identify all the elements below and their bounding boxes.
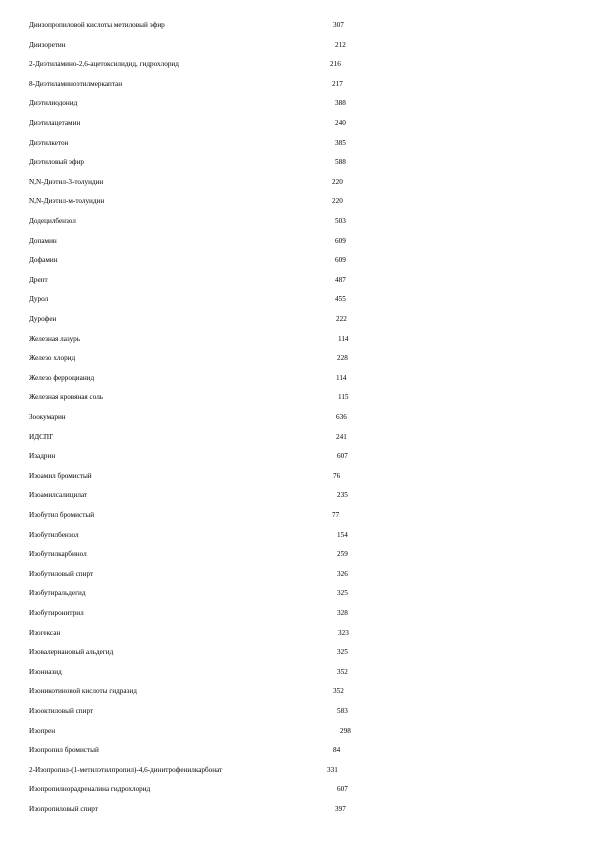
entry-name: Диэтиловый эфир xyxy=(29,158,85,166)
entry-page-number: 583 xyxy=(337,707,348,715)
entry-page-number: 220 xyxy=(332,178,343,186)
entry-name: Дрепт xyxy=(29,276,48,284)
index-entry xyxy=(0,332,595,346)
index-entry xyxy=(0,547,595,561)
entry-name: Изадрин xyxy=(29,452,56,460)
entry-page-number: 388 xyxy=(335,99,346,107)
entry-name: Диизоретин xyxy=(29,41,66,49)
entry-page-number: 84 xyxy=(333,746,341,754)
entry-page-number: 326 xyxy=(337,570,348,578)
entry-page-number: 240 xyxy=(335,119,346,127)
entry-name: Изобутил бромистый xyxy=(29,511,95,519)
entry-page-number: 307 xyxy=(333,21,344,29)
entry-page-number: 115 xyxy=(338,393,349,401)
entry-page-number: 114 xyxy=(336,374,347,382)
entry-page-number: 331 xyxy=(327,766,338,774)
index-entry xyxy=(0,18,595,32)
entry-name: Зоокумарин xyxy=(29,413,66,421)
entry-name: 8-Диэтиламиноэтилмеркаптан xyxy=(29,80,123,88)
entry-page-number: 455 xyxy=(335,295,346,303)
index-entry xyxy=(0,488,595,502)
entry-name: 2-Диэтиламино-2,6-ацетоксилидид, гидрохлорид xyxy=(29,60,179,68)
entry-name: Дурол xyxy=(29,295,49,303)
index-entry xyxy=(0,312,595,326)
entry-name: Диизопропиловой кислоты метиловый эфир xyxy=(29,21,165,29)
entry-page-number: 487 xyxy=(335,276,346,284)
index-entry xyxy=(0,57,595,71)
index-entry xyxy=(0,390,595,404)
index-entry xyxy=(0,175,595,189)
index-entry xyxy=(0,782,595,796)
entry-name: Изогексан xyxy=(29,629,61,637)
entry-page-number: 154 xyxy=(337,531,348,539)
entry-name: N,N-Диэтил-3-толуидин xyxy=(29,178,104,186)
index-entry xyxy=(0,38,595,52)
entry-name: N,N-Диэтил-м-толуидин xyxy=(29,197,105,205)
entry-page-number: 217 xyxy=(332,80,343,88)
entry-page-number: 397 xyxy=(335,805,346,813)
index-entry xyxy=(0,292,595,306)
entry-page-number: 352 xyxy=(337,668,348,676)
entry-page-number: 114 xyxy=(338,335,349,343)
index-entry xyxy=(0,684,595,698)
entry-page-number: 235 xyxy=(337,491,348,499)
index-entry xyxy=(0,77,595,91)
entry-name: Изопрен xyxy=(29,727,56,735)
index-entry xyxy=(0,704,595,718)
index-entry xyxy=(0,567,595,581)
entry-name: Диэтилиодонид xyxy=(29,99,78,107)
entry-name: Изобутилбензол xyxy=(29,531,79,539)
entry-name: Железная лазурь xyxy=(29,335,81,343)
entry-name: Изоникотиновой кислоты гидразид xyxy=(29,687,137,695)
index-entry xyxy=(0,586,595,600)
index-entry xyxy=(0,763,595,777)
index-entry xyxy=(0,449,595,463)
entry-name: Изобутиловый спирт xyxy=(29,570,94,578)
entry-page-number: 328 xyxy=(337,609,348,617)
entry-page-number: 323 xyxy=(338,629,349,637)
entry-page-number: 607 xyxy=(337,452,348,460)
entry-name: Изобутиральдегид xyxy=(29,589,86,597)
index-entry xyxy=(0,802,595,816)
entry-page-number: 325 xyxy=(337,589,348,597)
entry-page-number: 216 xyxy=(330,60,341,68)
index-entry xyxy=(0,155,595,169)
entry-name: Диэтилацетамин xyxy=(29,119,81,127)
entry-name: Изопропилнорадреналина гидрохлорид xyxy=(29,785,151,793)
entry-page-number: 588 xyxy=(335,158,346,166)
index-entry xyxy=(0,508,595,522)
entry-page-number: 609 xyxy=(335,256,346,264)
index-entry xyxy=(0,430,595,444)
entry-page-number: 220 xyxy=(332,197,343,205)
entry-name: Изопропиловый спирт xyxy=(29,805,98,813)
entry-name: Изовалериановый альдегид xyxy=(29,648,114,656)
index-entry xyxy=(0,273,595,287)
entry-name: Изобутиронитрил xyxy=(29,609,84,617)
entry-name: Железная кровяная соль xyxy=(29,393,104,401)
entry-page-number: 503 xyxy=(335,217,346,225)
index-entry xyxy=(0,469,595,483)
entry-name: Изооктиловый спирт xyxy=(29,707,94,715)
entry-name: Изоамилсалицилат xyxy=(29,491,88,499)
index-entry xyxy=(0,410,595,424)
index-entry xyxy=(0,116,595,130)
index-entry xyxy=(0,214,595,228)
entry-page-number: 76 xyxy=(333,472,341,480)
index-entry xyxy=(0,136,595,150)
entry-page-number: 325 xyxy=(337,648,348,656)
entry-page-number: 259 xyxy=(337,550,348,558)
entry-name: Додецилбензол xyxy=(29,217,76,225)
entry-page-number: 609 xyxy=(335,237,346,245)
entry-name: Изопропил бромистый xyxy=(29,746,99,754)
index-entry xyxy=(0,606,595,620)
entry-page-number: 352 xyxy=(333,687,344,695)
entry-page-number: 636 xyxy=(336,413,347,421)
index-entry xyxy=(0,724,595,738)
index-entry xyxy=(0,253,595,267)
index-entry xyxy=(0,528,595,542)
entry-page-number: 385 xyxy=(335,139,346,147)
entry-name: 2-Изопропил-(1-метилэтилпропил)-4,6-динитрофенилкарбонат xyxy=(29,766,223,774)
index-entry xyxy=(0,351,595,365)
entry-page-number: 212 xyxy=(335,41,346,49)
entry-name: Дофамин xyxy=(29,256,58,264)
index-entry xyxy=(0,96,595,110)
index-entry xyxy=(0,234,595,248)
index-entry xyxy=(0,626,595,640)
entry-name: Диэтилкетон xyxy=(29,139,69,147)
entry-name: Допамин xyxy=(29,237,57,245)
entry-name: Железо ферроцианид xyxy=(29,374,95,382)
entry-page-number: 241 xyxy=(336,433,347,441)
index-entry xyxy=(0,371,595,385)
entry-page-number: 222 xyxy=(336,315,347,323)
entry-name: Железо хлорид xyxy=(29,354,76,362)
entry-page-number: 228 xyxy=(337,354,348,362)
entry-name: Дурофен xyxy=(29,315,57,323)
entry-page-number: 298 xyxy=(340,727,351,735)
index-entry xyxy=(0,645,595,659)
index-entry xyxy=(0,743,595,757)
index-entry xyxy=(0,194,595,208)
entry-page-number: 607 xyxy=(337,785,348,793)
entry-name: Изобутилкарбинол xyxy=(29,550,87,558)
entry-name: Изониазид xyxy=(29,668,62,676)
entry-name: Изоамил бромистый xyxy=(29,472,92,480)
entry-page-number: 77 xyxy=(332,511,340,519)
index-entry xyxy=(0,665,595,679)
entry-name: ИДСПГ xyxy=(29,433,54,441)
